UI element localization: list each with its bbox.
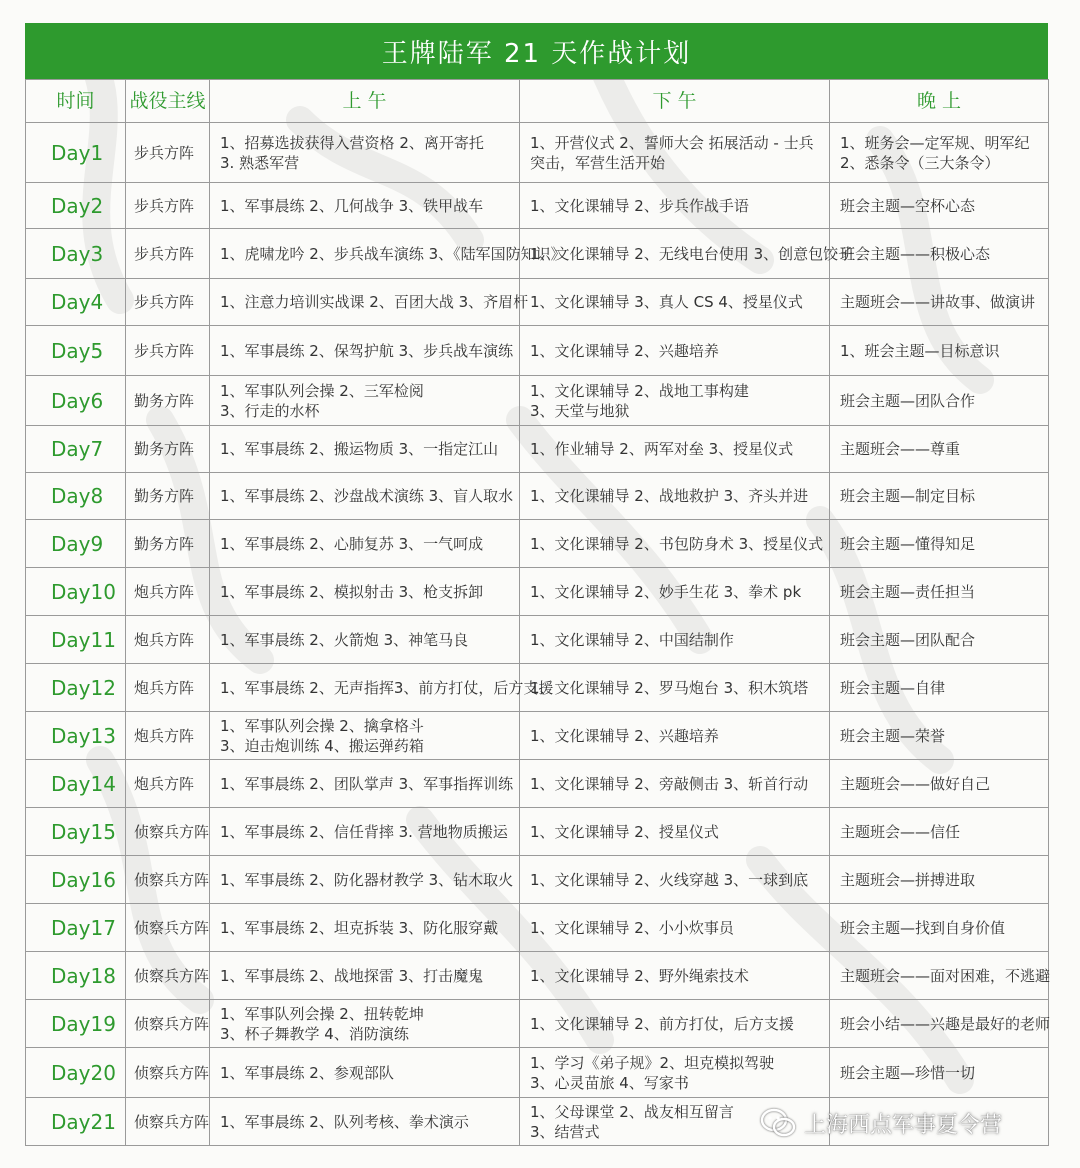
header-morning: 上 午 (210, 80, 520, 123)
morning-cell (210, 520, 520, 568)
day-cell: Day8 (26, 473, 126, 520)
table-row (26, 426, 1049, 473)
afternoon-cell (520, 1048, 830, 1098)
evening-cell (830, 952, 1049, 1000)
line-cell: 步兵方阵 (126, 326, 210, 376)
wechat-icon (760, 1108, 796, 1138)
activity-text: 班会小结——兴趣是最好的老师 (840, 1014, 1051, 1033)
table-row (26, 808, 1049, 856)
table-row (26, 760, 1049, 808)
activity-text: 3、结营式 (530, 1122, 600, 1141)
activity-text: 主题班会——面对困难，不逃避 (840, 966, 1051, 985)
evening-cell (830, 856, 1049, 904)
activity-text: 1、军事晨练 2、防化器材教学 3、钻木取火 (220, 870, 514, 889)
activity-text: 1、班会主题—目标意识 (840, 341, 1000, 360)
morning-cell (210, 1098, 520, 1146)
morning-cell (210, 1048, 520, 1098)
day-cell: Day4 (26, 279, 126, 326)
line-cell: 步兵方阵 (126, 229, 210, 279)
evening-cell (830, 326, 1049, 376)
line-cell: 侦察兵方阵 (126, 808, 210, 856)
evening-cell (830, 123, 1049, 183)
activity-text: 1、学习《弟子规》2、坦克模拟驾驶 (530, 1053, 775, 1072)
afternoon-cell (520, 712, 830, 760)
activity-text: 1、文化课辅导 2、战地救护 3、齐头并进 (530, 487, 809, 505)
day-cell: Day14 (26, 760, 126, 808)
watermark-text: 上海西点军事夏令营 (804, 1112, 1003, 1138)
activity-text: 1、军事队列会操 2、擒拿格斗 (220, 716, 424, 735)
morning-cell (210, 904, 520, 952)
activity-text: 1、作业辅导 2、两军对垒 3、授星仪式 (530, 440, 794, 458)
activity-text: 1、文化课辅导 2、书包防身术 3、授星仪式 (530, 534, 824, 553)
activity-text: 3、迫击炮训练 4、搬运弹药箱 (220, 736, 424, 755)
activity-text: 1、军事晨练 2、信任背摔 3. 营地物质搬运 (220, 822, 508, 841)
afternoon-cell (520, 426, 830, 473)
activity-text: 3. 熟悉军营 (220, 153, 300, 172)
activity-text: 1、军事晨练 2、保驾护航 3、步兵战车演练 (220, 341, 514, 360)
afternoon-cell (520, 1000, 830, 1048)
table-row (26, 952, 1049, 1000)
table-row (26, 520, 1049, 568)
activity-text: 1、军事晨练 2、队列考核、拳术演示 (220, 1112, 469, 1131)
activity-text: 1、文化课辅导 3、真人 CS 4、授星仪式 (530, 293, 803, 311)
morning-cell (210, 616, 520, 664)
line-cell: 步兵方阵 (126, 279, 210, 326)
activity-text: 1、文化课辅导 2、战地工事构建 (530, 381, 749, 400)
line-cell: 炮兵方阵 (126, 568, 210, 616)
table-row (26, 326, 1049, 376)
activity-text: 1、招募选拔获得入营资格 2、离开寄托 (220, 133, 484, 152)
evening-cell (830, 568, 1049, 616)
table-row (26, 123, 1049, 183)
activity-text: 1、文化课辅导 2、小小炊事员 (530, 918, 734, 937)
activity-text: 1、军事晨练 2、火箭炮 3、神笔马良 (220, 630, 469, 649)
header-afternoon: 下 午 (520, 80, 830, 123)
activity-text: 突击，军营生活开始 (530, 153, 666, 172)
activity-text: 班会主题—责任担当 (840, 582, 976, 601)
morning-cell (210, 183, 520, 229)
activity-text: 1、军事晨练 2、搬运物质 3、一指定江山 (220, 440, 499, 458)
activity-text: 1、文化课辅导 2、野外绳索技术 (530, 966, 749, 985)
activity-text: 1、文化课辅导 2、前方打仗，后方支援 (530, 1014, 794, 1033)
day-cell: Day19 (26, 1000, 126, 1048)
activity-text: 1、军事晨练 2、模拟射击 3、枪支拆卸 (220, 582, 484, 601)
line-cell: 侦察兵方阵 (126, 1000, 210, 1048)
activity-text: 班会主题—空杯心态 (840, 196, 976, 215)
activity-text: 3、杯子舞教学 4、消防演练 (220, 1024, 409, 1043)
day-cell: Day7 (26, 426, 126, 473)
activity-text: 1、军事晨练 2、战地探雷 3、打击魔鬼 (220, 966, 484, 985)
afternoon-cell (520, 952, 830, 1000)
activity-text: 3、天堂与地狱 (530, 401, 630, 420)
evening-cell (830, 616, 1049, 664)
day-cell: Day6 (26, 376, 126, 426)
evening-cell (830, 904, 1049, 952)
activity-text: 主题班会——信任 (840, 822, 961, 841)
day-cell: Day10 (26, 568, 126, 616)
afternoon-cell (520, 520, 830, 568)
table-row (26, 904, 1049, 952)
table-body (26, 123, 1049, 1146)
activity-text: 1、军事晨练 2、无声指挥3、前方打仗，后方支援 (220, 678, 554, 697)
evening-cell (830, 229, 1049, 279)
activity-text: 班会主题—懂得知足 (840, 534, 976, 553)
day-cell: Day1 (26, 123, 126, 183)
activity-text: 1、军事晨练 2、团队掌声 3、军事指挥训练 (220, 774, 514, 793)
activity-text: 1、军事队列会操 2、三军检阅 (220, 381, 424, 400)
activity-text: 1、军事晨练 2、沙盘战术演练 3、盲人取水 (220, 487, 514, 505)
afternoon-cell (520, 183, 830, 229)
activity-text: 班会主题——积极心态 (840, 244, 991, 263)
activity-text: 3、行走的水杯 (220, 401, 320, 420)
morning-cell (210, 326, 520, 376)
day-cell: Day20 (26, 1048, 126, 1098)
morning-cell (210, 712, 520, 760)
activity-text: 班会主题—找到自身价值 (840, 918, 1006, 937)
activity-text: 班会主题—团队合作 (840, 391, 976, 410)
activity-text: 班会主题—团队配合 (840, 630, 976, 649)
afternoon-cell (520, 279, 830, 326)
activity-text: 1、军事队列会操 2、扭转乾坤 (220, 1004, 424, 1023)
activity-text: 班会主题—制定目标 (840, 487, 976, 505)
day-cell: Day18 (26, 952, 126, 1000)
morning-cell (210, 856, 520, 904)
schedule-container (25, 23, 1051, 1146)
evening-cell (830, 473, 1049, 520)
morning-cell (210, 760, 520, 808)
activity-text: 3、心灵苗旅 4、写家书 (530, 1073, 689, 1092)
morning-cell (210, 279, 529, 326)
table-row (26, 712, 1049, 760)
header-time: 时间 (26, 80, 126, 123)
morning-cell (210, 952, 520, 1000)
activity-text: 1、文化课辅导 2、兴趣培养 (530, 341, 719, 360)
line-cell: 勤务方阵 (126, 426, 210, 473)
day-cell: Day21 (26, 1098, 126, 1146)
day-cell: Day11 (26, 616, 126, 664)
morning-cell (210, 568, 520, 616)
day-cell: Day17 (26, 904, 126, 952)
activity-text: 主题班会—拼搏进取 (840, 870, 976, 889)
evening-cell (830, 426, 1049, 473)
line-cell: 勤务方阵 (126, 376, 210, 426)
activity-text: 1、开营仪式 2、誓师大会 拓展活动 - 士兵 (530, 133, 814, 152)
page-title: 王牌陆军 21 天作战计划 (25, 23, 1048, 79)
table-row (26, 856, 1049, 904)
line-cell: 炮兵方阵 (126, 760, 210, 808)
activity-text: 1、军事晨练 2、参观部队 (220, 1063, 394, 1082)
table-row (26, 376, 1049, 426)
line-cell: 侦察兵方阵 (126, 1098, 210, 1146)
line-cell: 侦察兵方阵 (126, 856, 210, 904)
morning-cell (210, 426, 520, 473)
morning-cell (210, 808, 520, 856)
activity-text: 主题班会——讲故事、做演讲 (840, 293, 1036, 311)
header-evening: 晚 上 (830, 80, 1049, 123)
table-row (26, 279, 1049, 326)
day-cell: Day2 (26, 183, 126, 229)
morning-cell (210, 1000, 520, 1048)
activity-text: 1、文化课辅导 2、步兵作战手语 (530, 196, 749, 215)
table-row (26, 229, 1049, 279)
day-cell: Day15 (26, 808, 126, 856)
table-row (26, 1000, 1049, 1048)
table-row (26, 1048, 1049, 1098)
activity-text: 主题班会——做好自己 (840, 774, 991, 793)
line-cell: 勤务方阵 (126, 520, 210, 568)
afternoon-cell (520, 326, 830, 376)
line-cell: 步兵方阵 (126, 123, 210, 183)
table-row (26, 568, 1049, 616)
afternoon-cell (520, 229, 854, 279)
evening-cell (830, 279, 1049, 326)
activity-text: 1、文化课辅导 2、妙手生花 3、拳术 pk (530, 582, 802, 601)
activity-text: 主题班会——尊重 (840, 440, 961, 458)
activity-text: 1、班务会—定军规、明军纪 (840, 133, 1030, 152)
evening-cell (830, 712, 1049, 760)
activity-text: 1、军事晨练 2、心肺复苏 3、一气呵成 (220, 534, 484, 553)
evening-cell (830, 664, 1049, 712)
schedule-table (25, 79, 1049, 1146)
line-cell: 炮兵方阵 (126, 712, 210, 760)
activity-text: 1、文化课辅导 2、火线穿越 3、一球到底 (530, 870, 809, 889)
activity-text: 1、文化课辅导 2、旁敲侧击 3、斩首行动 (530, 774, 809, 793)
activity-text: 班会主题—自律 (840, 678, 946, 697)
table-row (26, 473, 1049, 520)
line-cell: 炮兵方阵 (126, 616, 210, 664)
line-cell: 侦察兵方阵 (126, 1048, 210, 1098)
activity-text: 1、文化课辅导 2、授星仪式 (530, 822, 719, 841)
afternoon-cell (520, 664, 830, 712)
morning-cell (210, 473, 520, 520)
evening-cell (830, 808, 1049, 856)
activity-text: 班会主题—荣誉 (840, 726, 946, 745)
activity-text: 2、悉条令（三大条令） (840, 153, 1000, 172)
activity-text: 1、军事晨练 2、坦克拆装 3、防化服穿戴 (220, 918, 499, 937)
afternoon-cell (520, 568, 830, 616)
activity-text: 1、虎啸龙吟 2、步兵战车演练 3、《陆军国防知识》 (220, 244, 566, 263)
afternoon-cell (520, 808, 830, 856)
day-cell: Day12 (26, 664, 126, 712)
morning-cell (210, 229, 566, 279)
activity-text: 1、文化课辅导 2、中国结制作 (530, 630, 734, 649)
line-cell: 侦察兵方阵 (126, 904, 210, 952)
evening-cell (830, 376, 1049, 426)
evening-cell (830, 1048, 1049, 1098)
afternoon-cell (520, 473, 830, 520)
wechat-watermark (760, 1106, 1002, 1140)
morning-cell (210, 123, 520, 183)
afternoon-cell (520, 856, 830, 904)
activity-text: 1、文化课辅导 2、罗马炮台 3、积木筑塔 (530, 678, 809, 697)
evening-cell (830, 520, 1049, 568)
evening-cell (830, 183, 1049, 229)
afternoon-cell (520, 616, 830, 664)
activity-text: 1、文化课辅导 2、无线电台使用 3、创意包饺子 (530, 244, 854, 263)
evening-cell (830, 760, 1049, 808)
header-line: 战役主线 (126, 80, 210, 123)
line-cell: 炮兵方阵 (126, 664, 210, 712)
table-row (26, 616, 1049, 664)
activity-text: 班会主题—珍惜一切 (840, 1063, 976, 1082)
day-cell: Day9 (26, 520, 126, 568)
day-cell: Day3 (26, 229, 126, 279)
day-cell: Day16 (26, 856, 126, 904)
table-row (26, 664, 1049, 712)
day-cell: Day13 (26, 712, 126, 760)
day-cell: Day5 (26, 326, 126, 376)
table-header-row (26, 80, 1049, 123)
line-cell: 侦察兵方阵 (126, 952, 210, 1000)
afternoon-cell (520, 376, 830, 426)
evening-cell (830, 1000, 1049, 1048)
morning-cell (210, 664, 554, 712)
morning-cell (210, 376, 520, 426)
activity-text: 1、父母课堂 2、战友相互留言 (530, 1102, 734, 1121)
table-row (26, 183, 1049, 229)
afternoon-cell (520, 123, 830, 183)
line-cell: 步兵方阵 (126, 183, 210, 229)
activity-text: 1、军事晨练 2、几何战争 3、铁甲战车 (220, 196, 484, 215)
afternoon-cell (520, 904, 830, 952)
activity-text: 1、注意力培训实战课 2、百团大战 3、齐眉杆 (220, 293, 529, 311)
line-cell: 勤务方阵 (126, 473, 210, 520)
afternoon-cell (520, 760, 830, 808)
activity-text: 1、文化课辅导 2、兴趣培养 (530, 726, 719, 745)
